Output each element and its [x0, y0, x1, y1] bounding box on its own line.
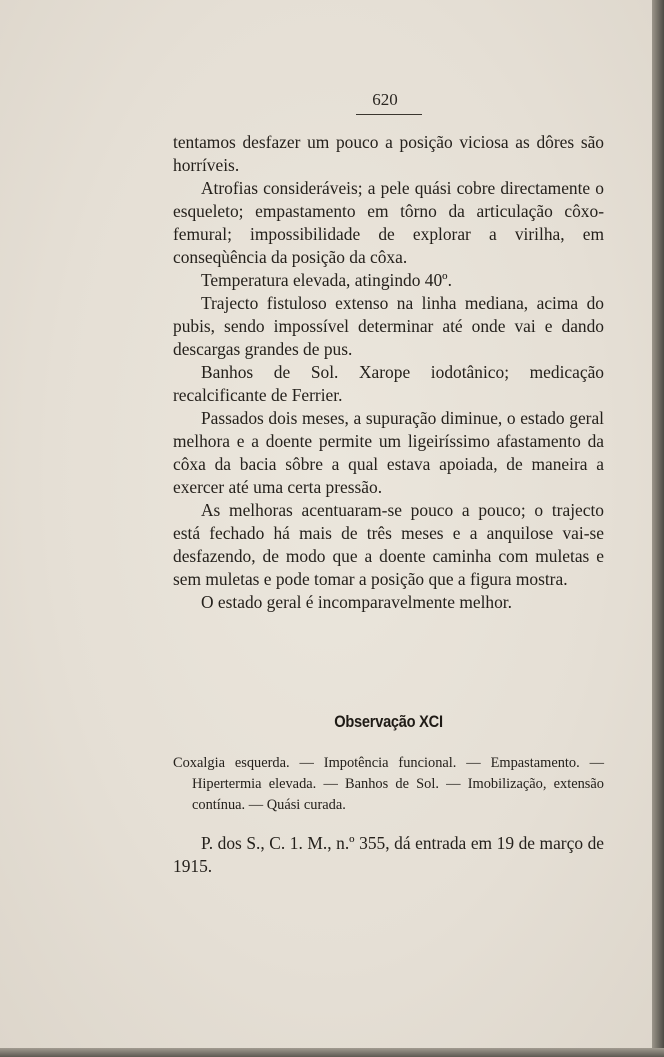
- page-edge-shadow: [652, 0, 664, 1057]
- page-number-rule: [356, 114, 422, 115]
- section-heading: Observação XCI: [334, 712, 443, 731]
- body-text: [173, 131, 604, 614]
- paragraph: Temperatura elevada, atingindo 40º.: [201, 270, 452, 290]
- paragraph: Trajecto fistuloso extenso na linha mediana, acima do pubis, sendo impossível determinar até onde vai e dando descargas grandes de pus.: [173, 293, 604, 359]
- page-bottom-shadow: [0, 1048, 664, 1057]
- paragraph: Atrofias consideráveis; a pele quási cobre directamente o esqueleto; empastamento em tôrno da articulação côxo-femural; impossibilidade de explorar a virilha, em conseqùência da posição da côxa.: [173, 178, 604, 267]
- observation-summary: Coxalgia esquerda. — Impotência funcional. — Empastamento. — Hipertermia elevada. — Banhos de Sol. — Imobilização, extensão contínua. — Quási curada.: [173, 755, 604, 813]
- paragraph: Banhos de Sol. Xarope iodotânico; medicação recalcificante de Ferrier.: [173, 362, 604, 405]
- paragraph: P. dos S., C. 1. M., n.º 355, dá entrada em 19 de março de 1915.: [173, 833, 604, 876]
- paragraph: As melhoras acentuaram-se pouco a pouco; o trajecto está fechado há mais de três meses e a anquilose vai-se desfazendo, de modo que a doente caminha com muletas e sem muletas e pode tomar a posição que a figura mostra.: [173, 500, 604, 589]
- paragraph: Passados dois meses, a supuração diminue, o estado geral melhora e a doente permite um ligeiríssimo afastamento da côxa da bacia sôbre a qual estava apoiada, de maneira a exercer até uma certa pressão.: [173, 408, 604, 497]
- paragraph: tentamos desfazer um pouco a posição viciosa as dôres são horríveis.: [173, 132, 604, 175]
- page-number: 620: [372, 90, 398, 109]
- paragraph: O estado geral é incomparavelmente melhor.: [201, 592, 512, 612]
